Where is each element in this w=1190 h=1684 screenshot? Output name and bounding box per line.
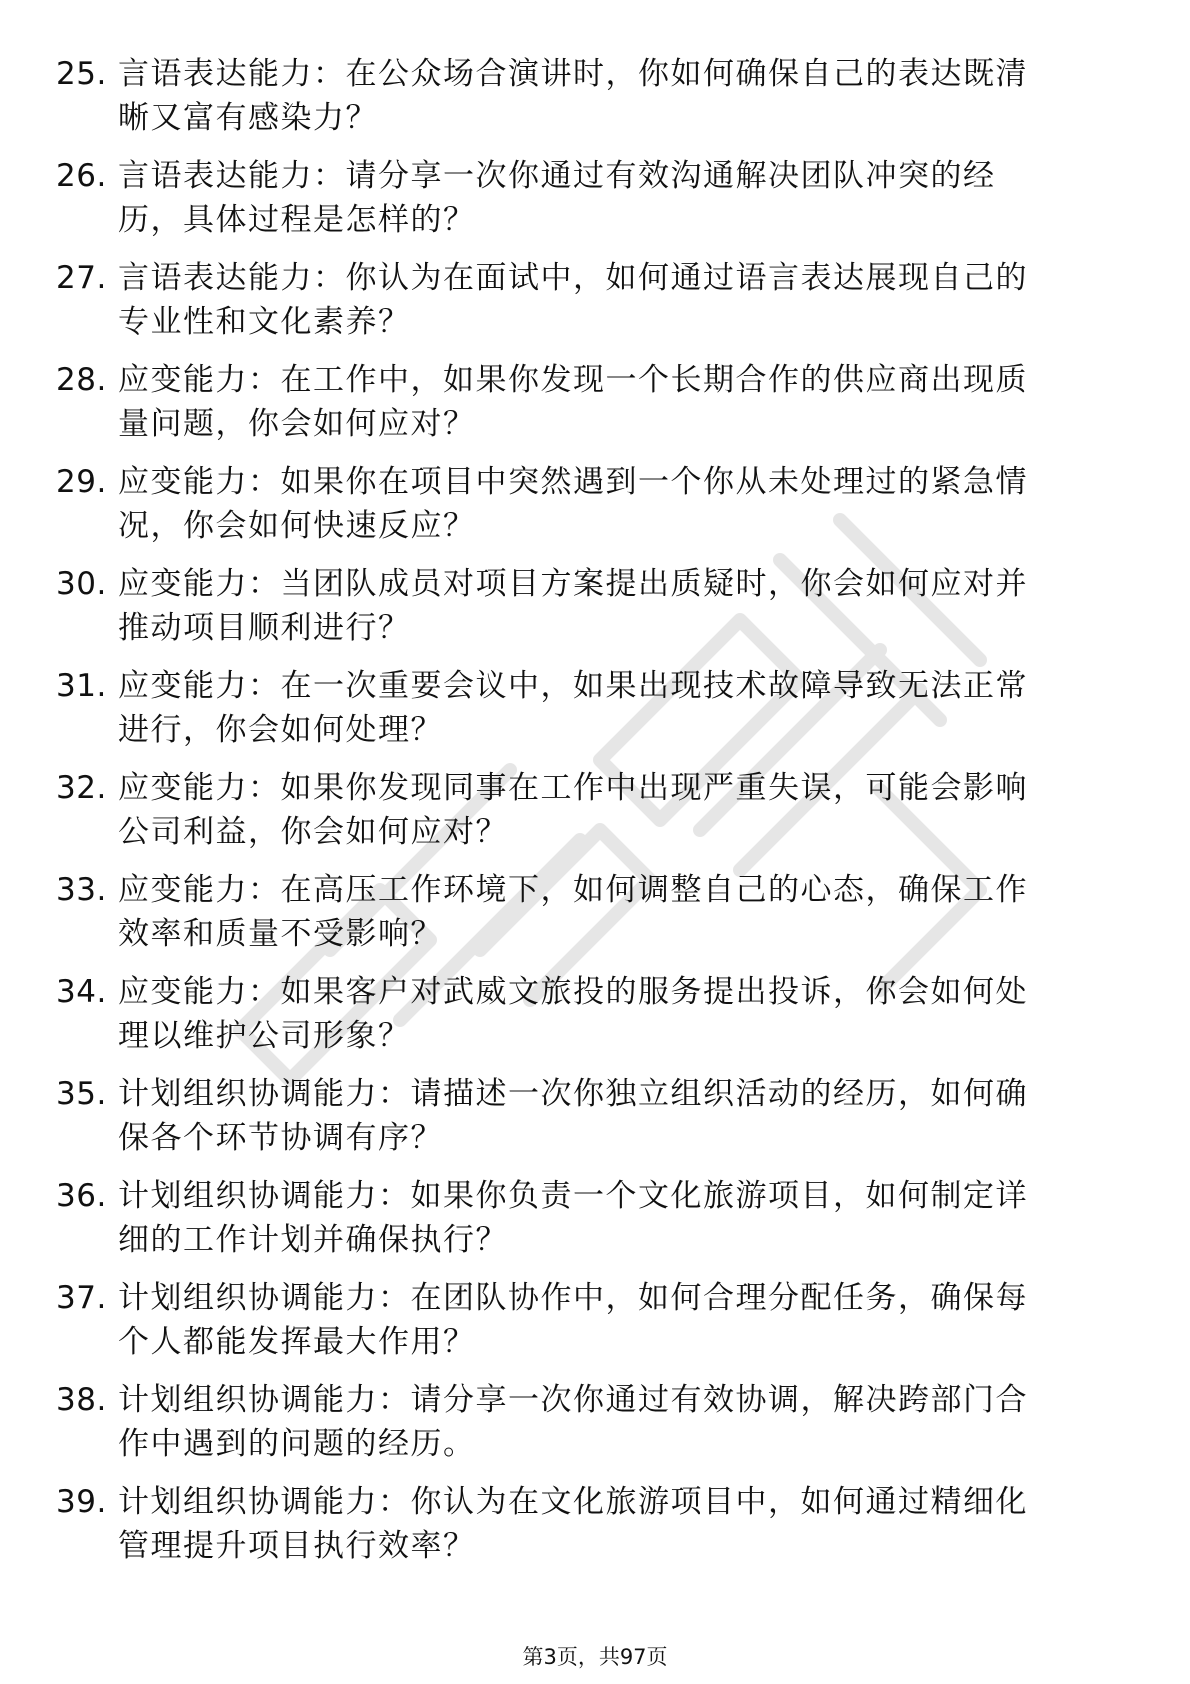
question-item xyxy=(0,664,1190,766)
question-text: 应变能力：如果客户对武威文旅投的服务提出投诉，你会如何处理以维护公司形象？ xyxy=(118,974,1028,1054)
question-item xyxy=(0,1174,1190,1276)
question-text: 应变能力：在高压工作环境下，如何调整自己的心态，确保工作效率和质量不受影响？ xyxy=(118,872,1028,952)
question-item xyxy=(0,766,1190,868)
question-item xyxy=(0,970,1190,1072)
question-text: 应变能力：如果你在项目中突然遇到一个你从未处理过的紧急情况，你会如何快速反应？ xyxy=(118,464,1028,544)
question-number: 37. xyxy=(56,1280,107,1316)
question-text: 计划组织协调能力：你认为在文化旅游项目中，如何通过精细化管理提升项目执行效率？ xyxy=(118,1484,1028,1564)
question-text: 应变能力：如果你发现同事在工作中出现严重失误，可能会影响公司利益，你会如何应对？ xyxy=(118,770,1028,850)
question-number: 32. xyxy=(56,770,107,806)
question-list xyxy=(0,52,1190,1582)
question-item xyxy=(0,868,1190,970)
question-number: 25. xyxy=(56,56,107,92)
question-number: 35. xyxy=(56,1076,107,1112)
question-text: 应变能力：当团队成员对项目方案提出质疑时，你会如何应对并推动项目顺利进行？ xyxy=(118,566,1028,646)
question-number: 34. xyxy=(56,974,107,1010)
question-number: 33. xyxy=(56,872,107,908)
question-number: 30. xyxy=(56,566,107,602)
question-text: 应变能力：在工作中，如果你发现一个长期合作的供应商出现质量问题，你会如何应对？ xyxy=(118,362,1028,442)
question-text: 计划组织协调能力：请描述一次你独立组织活动的经历，如何确保各个环节协调有序？ xyxy=(118,1076,1028,1156)
question-number: 27. xyxy=(56,260,107,296)
question-number: 29. xyxy=(56,464,107,500)
question-item xyxy=(0,1072,1190,1174)
page-number-footer: 第3页，共97页 xyxy=(522,1645,668,1669)
question-item xyxy=(0,562,1190,664)
question-number: 39. xyxy=(56,1484,107,1520)
question-text: 言语表达能力：请分享一次你通过有效沟通解决团队冲突的经历，具体过程是怎样的？ xyxy=(118,158,996,238)
question-text: 计划组织协调能力：请分享一次你通过有效协调，解决跨部门合作中遇到的问题的经历。 xyxy=(118,1382,1028,1462)
question-item xyxy=(0,52,1190,154)
question-item xyxy=(0,1276,1190,1378)
question-number: 31. xyxy=(56,668,107,704)
question-number: 36. xyxy=(56,1178,107,1214)
question-item xyxy=(0,460,1190,562)
question-number: 38. xyxy=(56,1382,107,1418)
question-item xyxy=(0,1480,1190,1582)
question-text: 应变能力：在一次重要会议中，如果出现技术故障导致无法正常进行，你会如何处理？ xyxy=(118,668,1028,748)
question-text: 言语表达能力：你认为在面试中，如何通过语言表达展现自己的专业性和文化素养？ xyxy=(118,260,1028,340)
question-text: 计划组织协调能力：如果你负责一个文化旅游项目，如何制定详细的工作计划并确保执行？ xyxy=(118,1178,1028,1258)
question-item xyxy=(0,358,1190,460)
question-number: 28. xyxy=(56,362,107,398)
question-item xyxy=(0,1378,1190,1480)
question-number: 26. xyxy=(56,158,107,194)
question-item xyxy=(0,256,1190,358)
question-text: 言语表达能力：在公众场合演讲时，你如何确保自己的表达既清晰又富有感染力？ xyxy=(118,56,1028,136)
question-item xyxy=(0,154,1190,256)
question-text: 计划组织协调能力：在团队协作中，如何合理分配任务，确保每个人都能发挥最大作用？ xyxy=(118,1280,1028,1360)
